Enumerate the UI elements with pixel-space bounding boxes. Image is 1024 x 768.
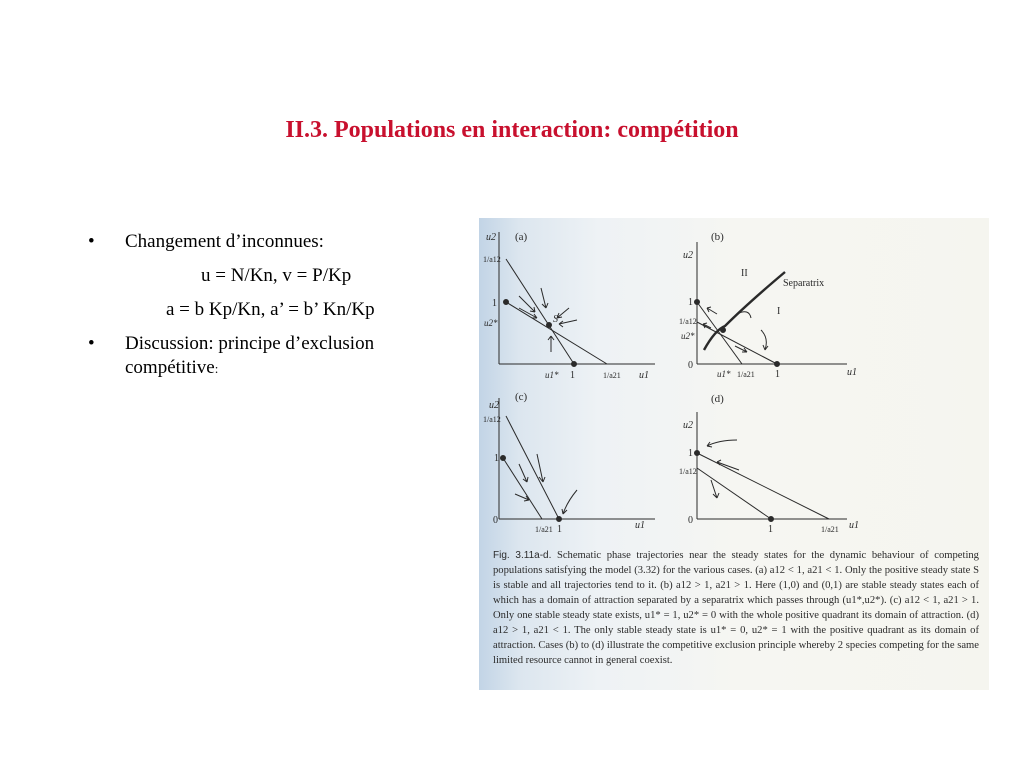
panel-b-y-tick: 1/a12 [679, 317, 697, 326]
panel-a-nullcline-2 [506, 302, 607, 364]
arrow-icon [707, 440, 737, 447]
panel-c-label: (c) [515, 391, 528, 403]
panel-b-y-tick: u2* [681, 331, 695, 341]
panel-a-x-tick: u1* [545, 370, 559, 380]
panel-c-y-tick: 1/a12 [483, 415, 501, 424]
bullet-symbol: • [88, 231, 95, 252]
bullet-colon: : [214, 361, 219, 376]
panel-b-point-0-1 [695, 300, 700, 305]
bullet-item-exclusion [88, 332, 458, 381]
panel-a-y-tick: 1 [492, 298, 497, 309]
panel-d-x-tick: 1/a21 [821, 525, 839, 534]
panel-d-label: (d) [711, 393, 724, 405]
bullet-symbol: • [88, 333, 95, 354]
panel-b-separatrix-label: Separatrix [783, 278, 825, 289]
caption-body: Schematic phase trajectories near the steady states for the dynamic behaviour of competing populations satisfying the model (3.32) for the various cases. (a) a12 < 1, a21 < 1. Only the positive steady state S is stable and all trajectories tend to it. (b) a12 > 1, a21 > 1. Here (1,0) and (0,1) are stable steady states each of which has a domain of attraction separated by a separatrix which passes through (u1*,u2*). (c) a12 < 1, a21 > 1. Only one stable steady state exists, u1* = 1, u2* = 0 with the whole positive quadrant its domain of attraction. (d) a12 > 1, a21 < 1. The only stable steady state is u1* = 0, u2* = 1 with the positive quadrant as its domain of attraction. Cases (b) to (d) illustrate the competitive exclusion principle whereby 2 species competing for the same limited resource cannot in general coexist. [493, 550, 979, 666]
panel-d-point-1-0 [769, 517, 774, 522]
arrow-icon [557, 308, 569, 318]
panel-a-point-1-0 [572, 362, 577, 367]
panel-a-nullcline-1 [506, 259, 574, 364]
bullet-item-change-variables [88, 230, 458, 254]
panel-b-nullcline-1 [697, 302, 742, 364]
panel-d-y-tick: 0 [688, 515, 693, 526]
figure-caption [493, 548, 979, 668]
phase-portraits [479, 218, 989, 548]
panel-c-point-1-0 [557, 517, 562, 522]
formula-line-u-v: u = N/Kn, v = P/Kp [201, 265, 352, 286]
bullet-text: Changement d’inconnues: [125, 231, 324, 252]
panel-c-y-tick: 1 [494, 453, 499, 464]
panel-d-nullcline-1 [697, 453, 829, 519]
panel-a-y-axis-label: u2 [486, 232, 496, 243]
panel-d-y-axis-label: u2 [683, 420, 693, 431]
panel-c-point-0-1 [501, 456, 506, 461]
panel-d-x-tick: 1 [768, 524, 773, 535]
bullet-list [88, 230, 458, 391]
arrow-icon [761, 330, 768, 350]
panel-a-point-s [547, 323, 552, 328]
panel-a-y-tick: 1/a12 [483, 255, 501, 264]
arrow-icon [559, 320, 577, 327]
panel-a-label: (a) [515, 231, 528, 243]
panel-c-x-tick: 1 [557, 524, 562, 535]
panel-b-point-coexist [721, 328, 726, 333]
formula-line-a: a = b Kp/Kn, a’ = b’ Kn/Kp [166, 299, 375, 320]
bullet-text: Discussion: principe d’exclusion compétitive [125, 333, 375, 378]
panel-d-y-tick: 1 [688, 448, 693, 459]
panel-a-x-tick: 1 [570, 370, 575, 381]
arrow-icon [562, 490, 577, 514]
arrow-icon [548, 336, 554, 352]
panel-a-steady-state-label: S [553, 314, 558, 325]
panel-b-region-label-i: I [777, 306, 781, 317]
panel-a-point-0-1 [504, 300, 509, 305]
panel-c [483, 391, 655, 535]
panel-c-x-tick: 1/a21 [535, 525, 553, 534]
panel-c-nullcline-2 [503, 458, 542, 519]
panel-a-y-tick: u2* [484, 318, 498, 328]
panel-b-x-tick: u1* [717, 369, 731, 379]
panel-b-point-1-0 [775, 362, 780, 367]
panel-d-x-axis-label: u1 [849, 520, 859, 531]
arrow-icon [707, 307, 717, 314]
panel-d [679, 393, 859, 535]
panel-b-separatrix [704, 272, 785, 350]
arrow-icon [519, 464, 528, 482]
panel-c-y-tick: 0 [493, 515, 498, 526]
panel-d-y-tick: 1/a12 [679, 467, 697, 476]
panel-b-x-tick: 1 [775, 369, 780, 380]
panel-c-x-axis-label: u1 [635, 520, 645, 531]
panel-b-y-axis-label: u2 [683, 250, 693, 261]
panel-a-x-tick: 1/a21 [603, 371, 621, 380]
slide-title: II.3. Populations en interaction: compétition [285, 117, 739, 143]
panel-b-label: (b) [711, 231, 724, 243]
phase-portrait-figure [479, 218, 989, 690]
arrow-icon [737, 312, 751, 318]
panel-b-y-tick: 1 [688, 297, 693, 308]
panel-b-x-tick: 1/a21 [737, 370, 755, 379]
arrow-icon [541, 288, 548, 308]
panel-b-region-label-ii: II [741, 268, 748, 279]
panel-b-x-axis-label: u1 [847, 367, 857, 378]
panel-d-point-0-1 [695, 451, 700, 456]
caption-lead: Fig. 3.11a-d. [493, 550, 552, 561]
panel-b [679, 231, 857, 380]
panel-a-x-axis-label: u1 [639, 370, 649, 381]
panel-a [483, 231, 655, 381]
panel-c-y-axis-label: u2 [489, 400, 499, 411]
panel-d-nullcline-2 [697, 468, 771, 519]
panel-b-y-tick: 0 [688, 360, 693, 371]
